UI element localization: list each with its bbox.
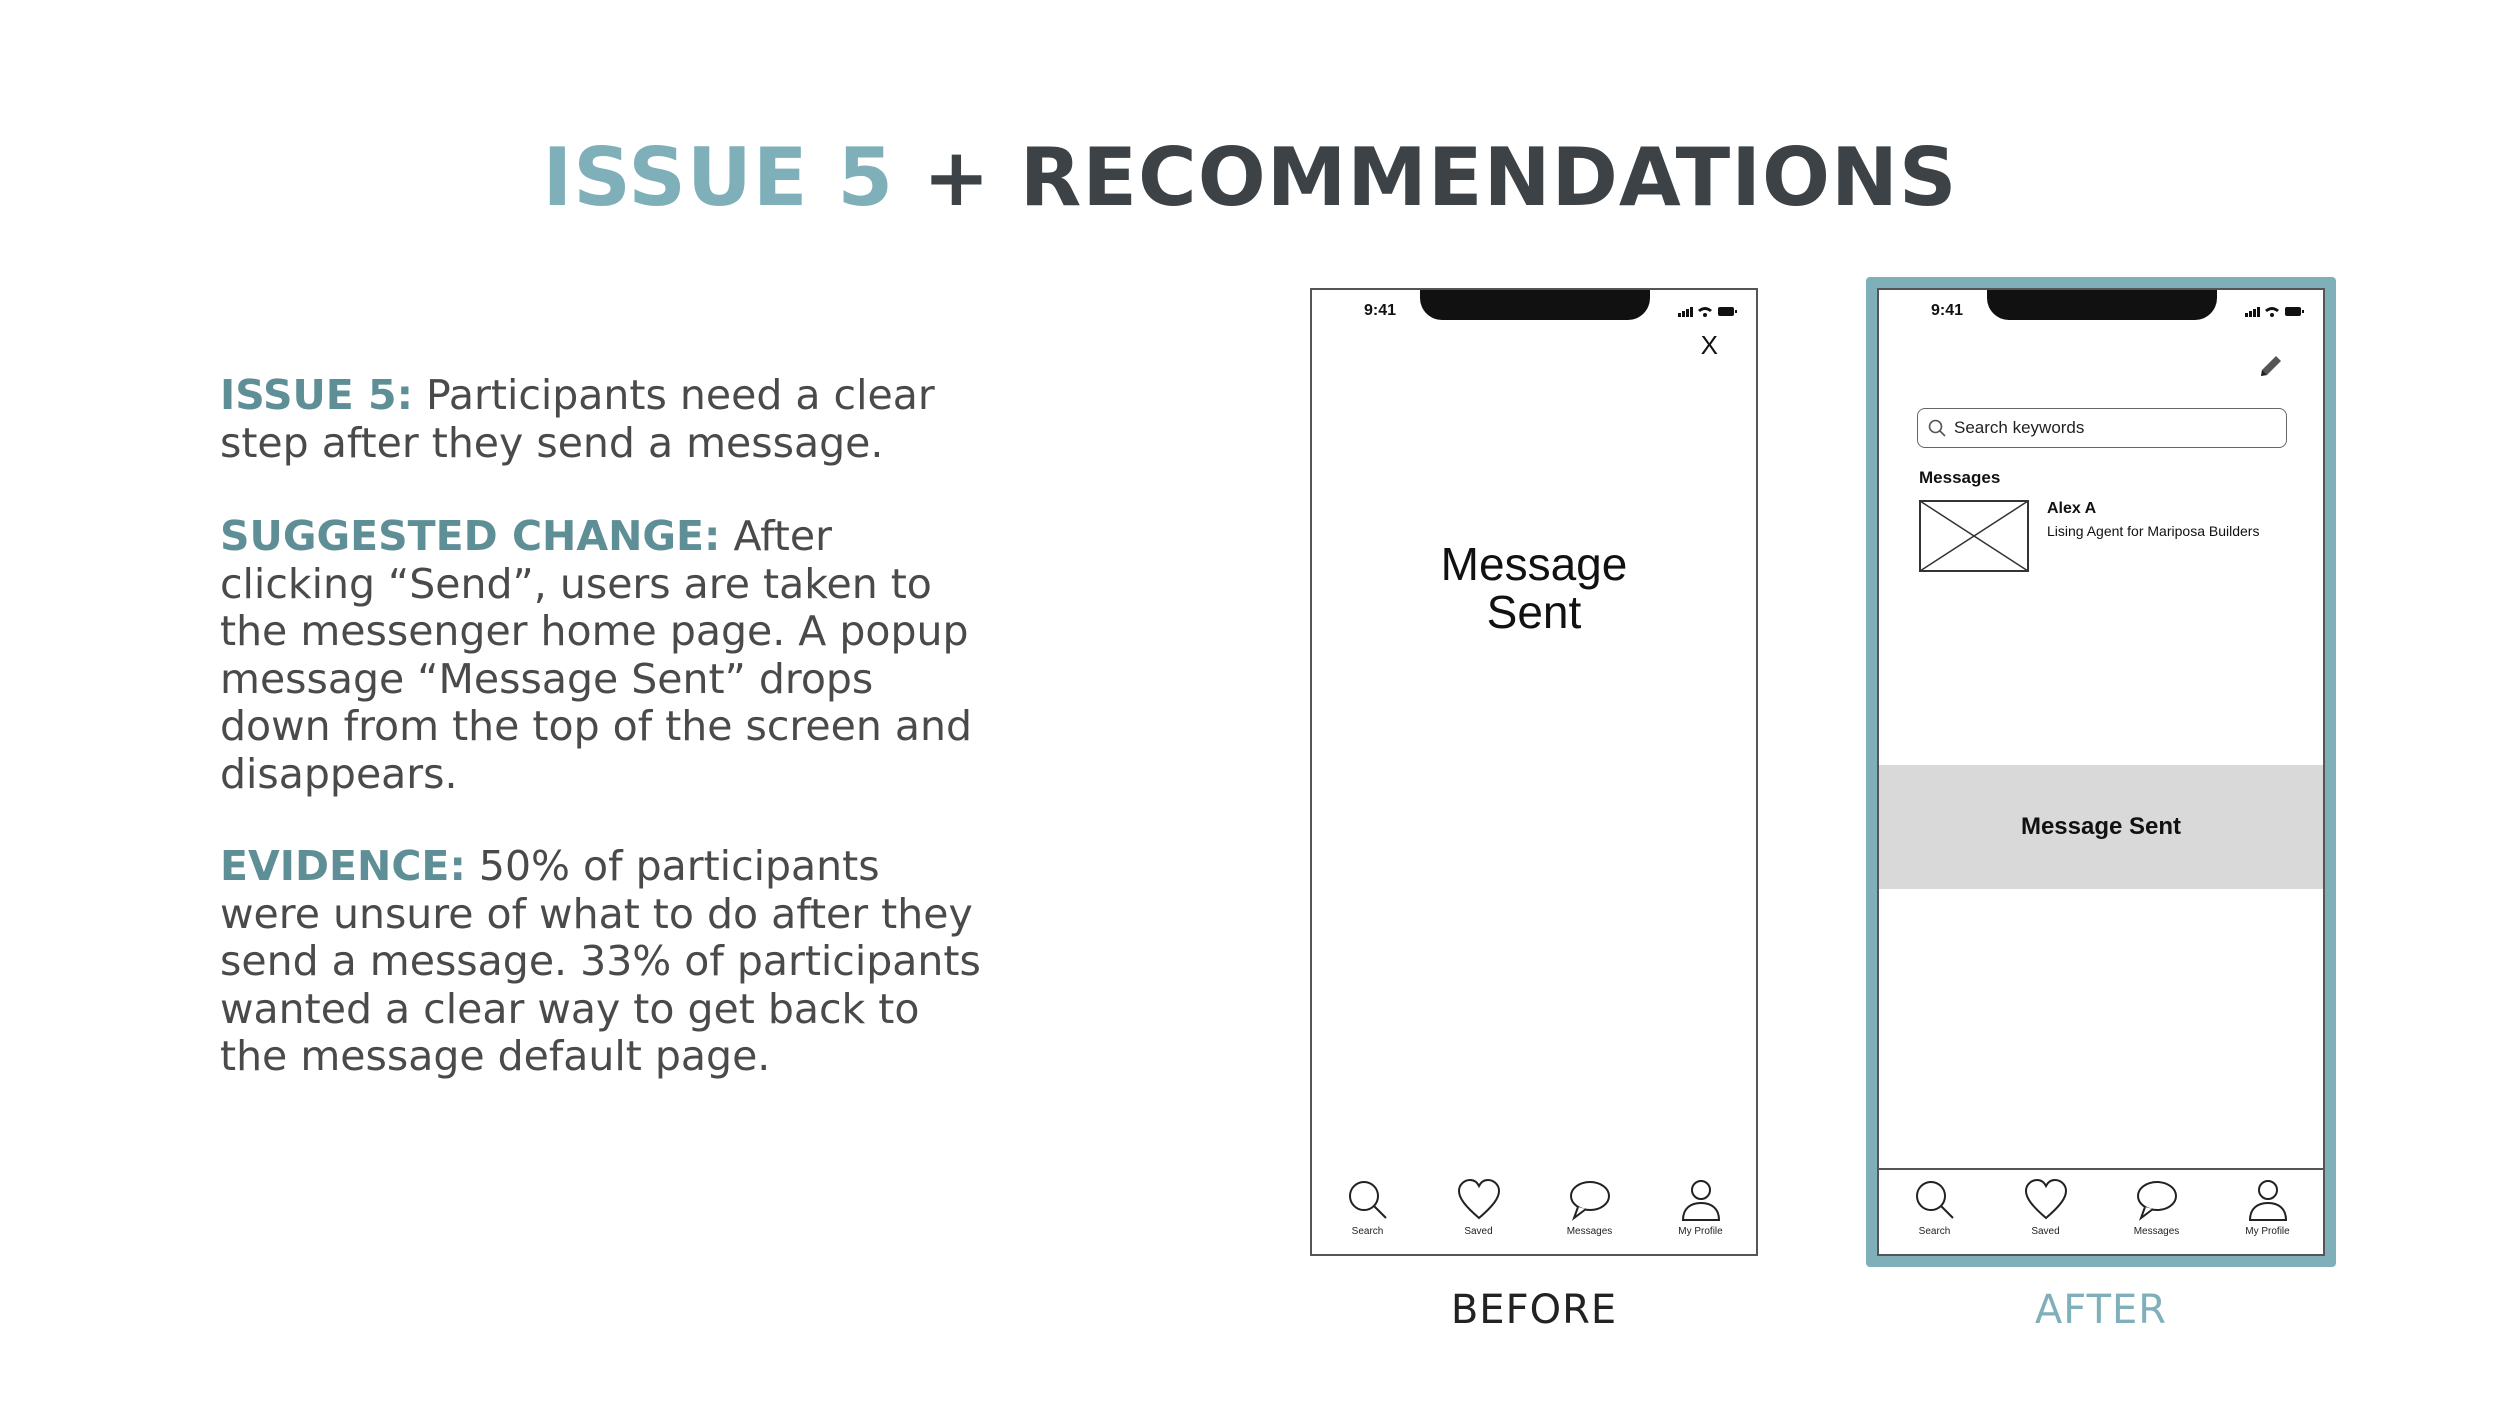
user-icon xyxy=(2246,1178,2290,1222)
tab-my-profile[interactable] xyxy=(1656,1170,1746,1237)
after-phone-mockup xyxy=(1877,288,2325,1256)
tab-bar xyxy=(1879,1168,2323,1254)
tab-label: Messages xyxy=(1566,1226,1613,1237)
status-icons xyxy=(1678,304,1738,318)
tab-label: Messages xyxy=(2133,1226,2180,1237)
page-title xyxy=(0,131,2500,224)
tab-my-profile[interactable] xyxy=(2223,1170,2313,1237)
before-phone-mockup xyxy=(1310,288,1758,1256)
evidence-paragraph xyxy=(220,843,990,1081)
contact-name[interactable]: Alex A xyxy=(2047,500,2097,517)
search-placeholder: Search keywords xyxy=(1954,418,2085,437)
tab-saved[interactable] xyxy=(2001,1170,2091,1237)
title-rest: + RECOMMENDATIONS xyxy=(922,131,1958,224)
avatar-placeholder xyxy=(1919,500,2029,572)
tab-label: My Profile xyxy=(2245,1226,2290,1237)
close-button[interactable]: X xyxy=(1700,330,1718,360)
suggested-change-label: SUGGESTED CHANGE: xyxy=(220,512,721,560)
search-icon xyxy=(1346,1178,1390,1222)
tab-label: Saved xyxy=(2031,1226,2060,1237)
contact-subtitle: Lising Agent for Mariposa Builders xyxy=(2047,523,2260,539)
message-sent-popup: Message Sent xyxy=(1879,765,2323,889)
heart-icon xyxy=(2024,1178,2068,1222)
status-icons xyxy=(2245,304,2305,318)
title-accent: ISSUE 5 xyxy=(542,131,894,224)
tab-saved[interactable] xyxy=(1434,1170,1524,1237)
search-icon xyxy=(1928,419,1946,437)
heart-icon xyxy=(1457,1178,1501,1222)
tab-label: Search xyxy=(1351,1226,1384,1237)
search-icon xyxy=(1913,1178,1957,1222)
status-time: 9:41 xyxy=(1364,302,1397,319)
pencil-icon[interactable] xyxy=(2257,352,2285,380)
phone-notch xyxy=(1420,290,1650,320)
tab-bar xyxy=(1312,1170,1756,1254)
tab-label: My Profile xyxy=(1678,1226,1723,1237)
message-sent-line1: Message xyxy=(1440,538,1628,590)
tab-messages[interactable] xyxy=(2112,1170,2202,1237)
phone-notch xyxy=(1987,290,2217,320)
tab-messages[interactable] xyxy=(1545,1170,1635,1237)
tab-search[interactable] xyxy=(1323,1170,1413,1237)
issue-paragraph xyxy=(220,372,990,467)
before-caption: BEFORE xyxy=(1450,1287,1618,1333)
message-sent-line2: Sent xyxy=(1486,586,1582,638)
tab-label: Search xyxy=(1918,1226,1951,1237)
evidence-label: EVIDENCE: xyxy=(220,842,466,890)
chat-bubble-icon xyxy=(2135,1178,2179,1222)
suggested-change-text: After clicking “Send”, users are taken to the messenger home page. A popup message “Message Sent” drops down from the top of the screen and disappears. xyxy=(220,512,972,798)
tab-label: Saved xyxy=(1464,1226,1493,1237)
messages-heading: Messages xyxy=(1919,468,2001,487)
status-time: 9:41 xyxy=(1931,302,1964,319)
chat-bubble-icon xyxy=(1568,1178,1612,1222)
issue-label: ISSUE 5: xyxy=(220,371,413,419)
search-input[interactable] xyxy=(1917,408,2287,448)
message-sent-text xyxy=(1312,540,1756,636)
issue-text: Participants need a clear step after they send a message. xyxy=(220,371,935,467)
after-caption: AFTER xyxy=(2034,1287,2168,1333)
suggested-change-paragraph xyxy=(220,513,990,798)
user-icon xyxy=(1679,1178,1723,1222)
tab-search[interactable] xyxy=(1890,1170,1980,1237)
evidence-text: 50% of participants were unsure of what to do after they send a message. 33% of participants wanted a clear way to get back to the message default page. xyxy=(220,842,981,1080)
